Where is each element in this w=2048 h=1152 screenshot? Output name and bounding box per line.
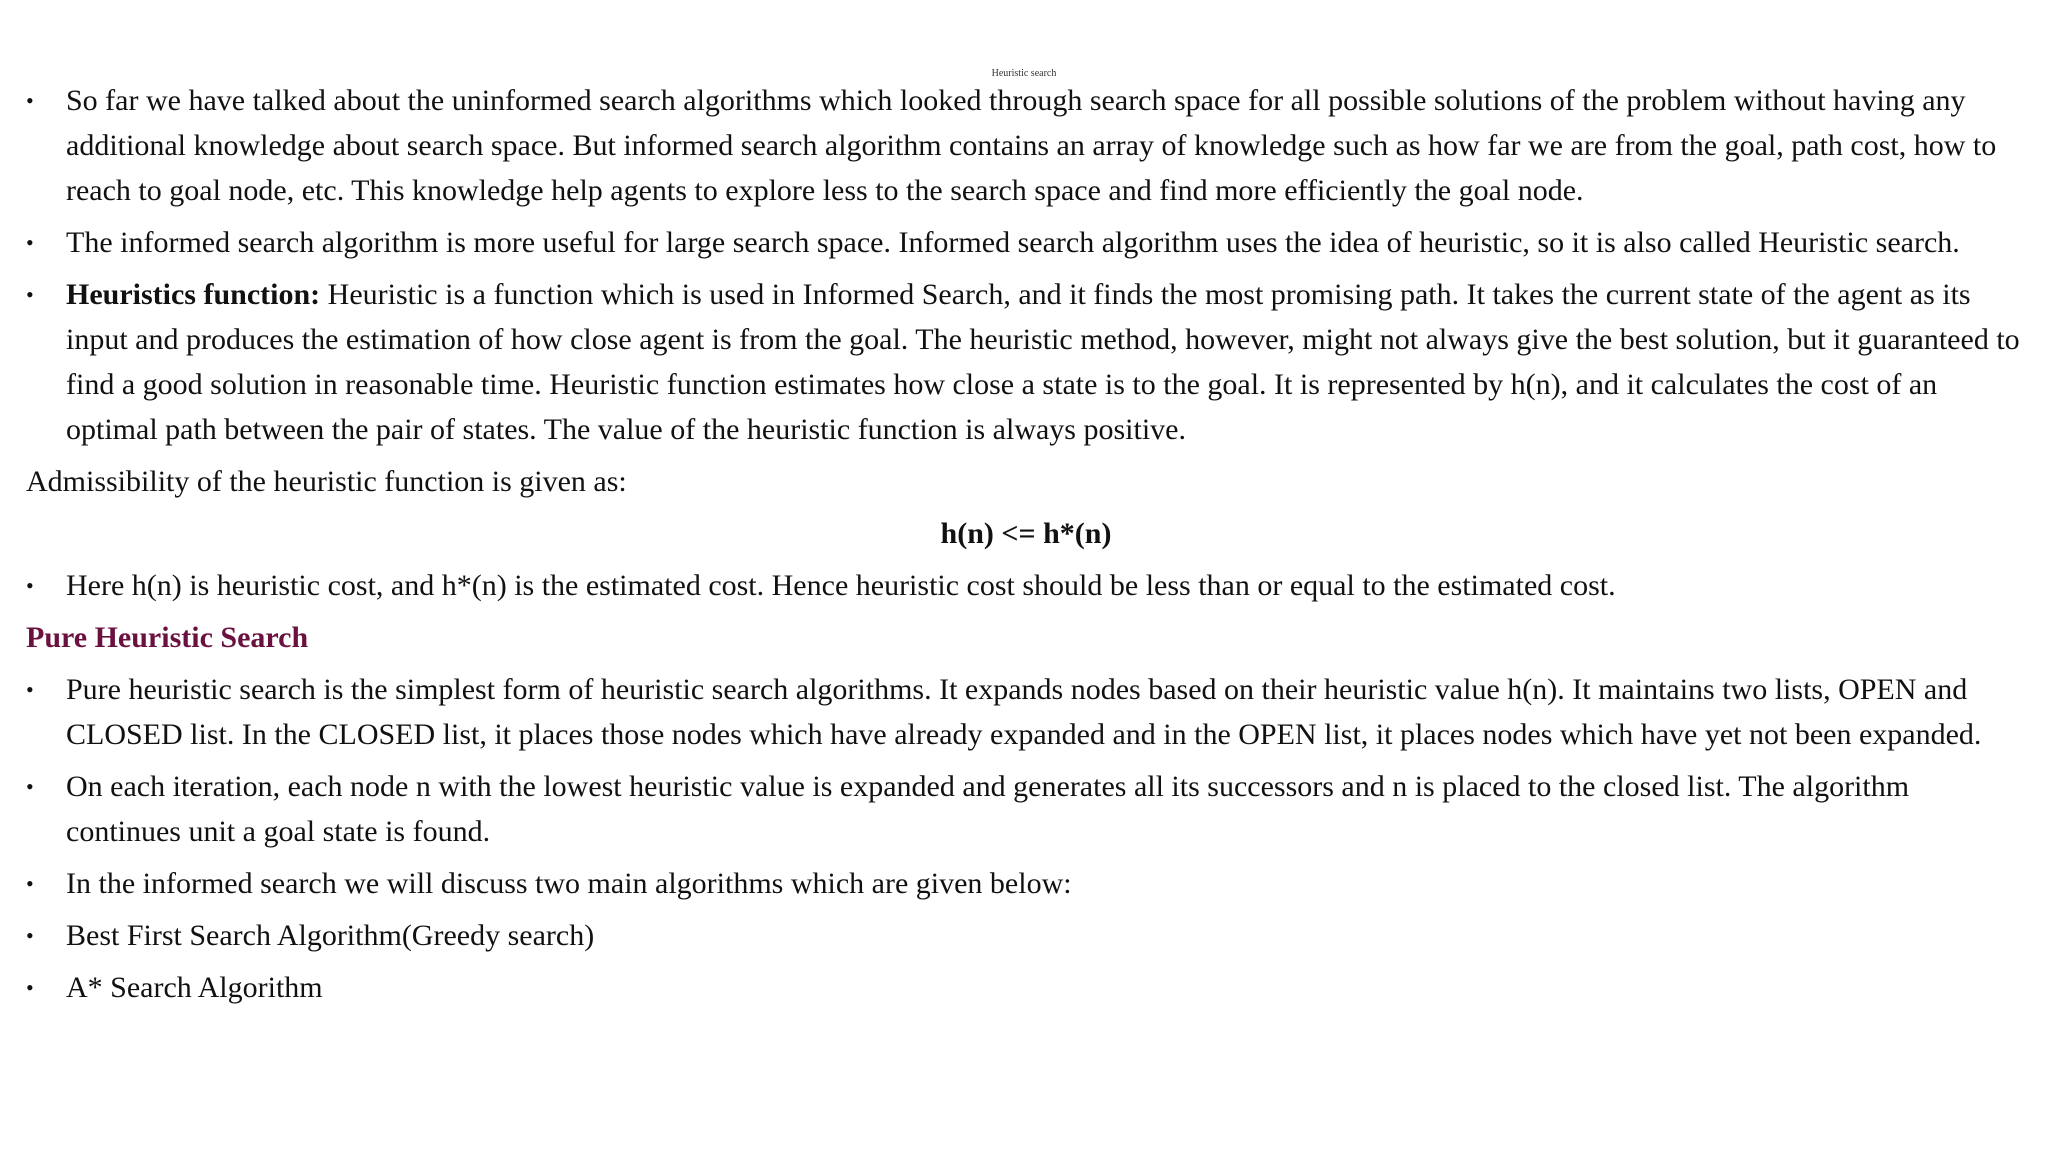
bullet-item-two-algorithms [26, 861, 2026, 906]
bullet-text: Heuristic is a function which is used in Informed Search, and it finds the most promising path. It takes the current state of the agent as its input and produces the estimation of how close agent is from the goal. The heuristic method, however, might not always give the best solution, but it guaranteed to find a good solution in reasonable time. Heuristic function estimates how close a state is to the goal. It is represented by h(n), and it calculates the cost of an optimal path between the pair of states. The value of the heuristic function is always positive. [66, 278, 2020, 446]
bullet-item-a-star-search [26, 965, 2026, 1010]
bullet-text: In the informed search we will discuss two main algorithms which are given below: [66, 867, 1072, 900]
section-heading-pure-heuristic-search: Pure Heuristic Search [26, 621, 309, 654]
bullet-text: On each iteration, each node n with the lowest heuristic value is expanded and generates all its successors and n is placed to the closed list. The algorithm continues unit a goal state is found. [66, 770, 1910, 848]
bullet-item-heuristic-cost [26, 563, 2026, 608]
bullet-dot: • [26, 923, 34, 948]
bullet-item-iteration [26, 764, 2026, 854]
bullet-text: So far we have talked about the uninformed search algorithms which looked through search space for all possible solutions of the problem without having any additional knowledge about search space. But informed search algorithm contains an array of knowledge such as how far we are from the goal, path cost, how to reach to goal node, etc. This knowledge help agents to explore less to the search space and find more efficiently the goal node. [66, 84, 1997, 207]
bullet-dot: • [26, 573, 34, 598]
bullet-dot: • [26, 975, 34, 1000]
bullet-item-heuristics-function [26, 272, 2026, 452]
heuristics-function-term: Heuristics function: [66, 278, 321, 311]
bullet-dot: • [26, 282, 34, 307]
bullet-dot: • [26, 88, 34, 113]
bullet-text: Here h(n) is heuristic cost, and h*(n) is the estimated cost. Hence heuristic cost should be less than or equal to the estimated cost. [66, 569, 1616, 602]
slide-title: Heuristic search [991, 68, 1057, 79]
bullet-text: Pure heuristic search is the simplest form of heuristic search algorithms. It expands nodes based on their heuristic value h(n). It maintains two lists, OPEN and CLOSED list. In the CLOSED list, it places those nodes which have already expanded and in the OPEN list, it places nodes which have yet not been expanded. [66, 673, 1982, 751]
bullet-dot: • [26, 230, 34, 255]
bullet-item-pure-heuristic [26, 667, 2026, 757]
bullet-text: Best First Search Algorithm(Greedy search) [66, 919, 595, 952]
admissibility-line: Admissibility of the heuristic function is given as: [26, 465, 627, 498]
bullet-dot: • [26, 871, 34, 896]
slide-content [26, 78, 2026, 1017]
bullet-item-uninformed-vs-informed [26, 78, 2026, 213]
bullet-text: A* Search Algorithm [66, 971, 323, 1004]
bullet-item-informed-usefulness [26, 220, 2026, 265]
admissibility-formula: h(n) <= h*(n) [940, 517, 1112, 550]
bullet-dot: • [26, 677, 34, 702]
bullet-text: The informed search algorithm is more useful for large search space. Informed search algorithm uses the idea of heuristic, so it is also called Heuristic search. [66, 226, 1960, 259]
bullet-dot: • [26, 774, 34, 799]
bullet-item-best-first-search [26, 913, 2026, 958]
